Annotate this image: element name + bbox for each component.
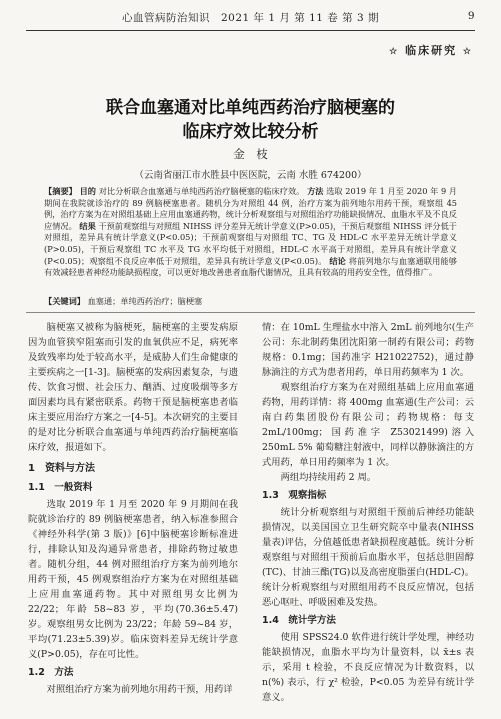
body-paragraph: 对照组治疗方案为前列地尔用药干预，用药详 xyxy=(46,684,233,695)
section-tag-label: 临床研究 xyxy=(405,44,458,57)
title-line-2: 临床疗效比较分析 xyxy=(182,122,319,142)
author: 金 枝 xyxy=(233,147,268,161)
body-paragraph: 使用 SPSS24.0 软件进行统计学处理，神经功能缺损情况，血脂水平均为计量资料，以 x̄±s 表示，采用 t 检验，不良反应情况为计数资料，以 n(%) 表示，行 χ² 检验，P<0.05 为差异有统计学意义。 xyxy=(262,632,474,703)
subsection-heading: 1.4 统计学方法 xyxy=(262,615,336,626)
journal-line: 心血管病防治知识 2021 年 1 月 第 11 卷 第 3 期 xyxy=(122,12,379,24)
results-label: 结果 xyxy=(79,220,96,231)
subsection-heading: 1.2 方法 xyxy=(28,667,74,678)
conclusion-label: 结论 xyxy=(329,255,346,266)
keywords xyxy=(44,296,457,307)
running-header xyxy=(26,10,475,28)
body-paragraph: 两组均持续用药 2 周。 xyxy=(280,472,377,483)
section-tag xyxy=(389,42,473,58)
keywords-text: 血塞通；单纯西药治疗；脑梗塞 xyxy=(87,296,203,306)
results-text: 干预前观察组与对照组 NIHSS 评分差异无统计学意义(P>0.05)，干预后观察组 NIHSS 评分低于对照组，差异具有统计学意义(P<0.05)；干预前观察组与对照组 TC、TG 及 HDL-C 水平差异无统计学意义(P>0.05)，干预后观察组 TC 水平及 TG 水平均低于对照组，HDL-C 水平高于对照组，差异具有统计学意义(P<0.05)；观察组不良反应率低于对照组，差异具有统计学意义(P<0.05)。 xyxy=(44,220,457,266)
intro-paragraph: 脑梗塞又被称为脑梗死，脑梗塞的主要发病原因为血管狭窄阻塞而引发的血氧供应不足，病死率及致残率均处于较高水平，是威胁人们生命健康的主要疾病之一[1-3]。脑梗塞的发病因素复杂，与遗传、饮食习惯、社会压力、酗酒、过度吸烟等多方面因素均具有紧密联系。药物干预是脑梗塞患者临床主要应用治疗方案之一[4-5]。本次研究的主要目的是对比分析联合血塞通与单纯西药治疗脑梗塞临床疗效，报道如下。 xyxy=(28,322,238,453)
article-title xyxy=(0,96,501,144)
star-icon: ☆ xyxy=(462,47,473,57)
body-paragraph: 观察组治疗方案为在对照组基础上应用血塞通药物，用药详情：将 400mg 血塞通(生产公司：云南白药集团股份有限公司；药物规格：每支 2mL/100mg；国药准字 Z53021499)溶入 250mL 5% 葡萄糖注射液中，同样以静脉滴注的方式用药，单日用药频率为 1 次。 xyxy=(262,382,474,468)
objective-label: 目的 xyxy=(79,186,97,196)
body-paragraph: 选取 2019 年 1 月至 2020 年 9 月期间在我院就诊治疗的 89 例脑梗塞患者，纳入标准参照合《神经外科学(第 3 版)》[6]中脑梗塞诊断标准进行，排除认知及沟通异常患者，排除药物过敏患者。随机分组，44 例对照组治疗方案为前列地尔用药干预，45 例观察组治疗方案为在对照组基础上应用血塞通药物。其中对照组男女比例为 22/22；年龄 58~83 岁，平均(70.36±5.47)岁。观察组男女比例为 23/22；年龄 59~84 岁，平均(71.23±5.39)岁。临床资料差异无统计学意义(P>0.05)，存在可比性。 xyxy=(28,499,238,660)
section-heading: 1 资料与方法 xyxy=(28,463,95,474)
objective-text: 对比分析联合血塞通与单纯西药治疗脑梗塞的临床疗效。 xyxy=(98,186,305,196)
abstract-divider xyxy=(26,312,475,313)
abstract-label: 【摘要】 xyxy=(44,186,77,196)
left-column xyxy=(28,320,238,697)
abstract xyxy=(44,186,457,279)
keywords-label: 【关键词】 xyxy=(44,296,85,306)
star-icon: ☆ xyxy=(389,47,400,57)
body-paragraph: 情：在 10mL 生理盐水中溶入 2mL 前列地尔(生产公司：东北制药集团沈阳第一制药有限公司；药物规格：0.1mg；国药准字 H21022752)，通过静脉滴注的方式为患者用药，单日用药频率为 1 次。 xyxy=(262,322,474,378)
page-number: 9 xyxy=(467,10,475,22)
affiliation: （云南省丽江市水胜县中医医院，云南 水胜 674200） xyxy=(134,170,367,181)
methods-text: 选取 2019 年 1 月至 2020 年 9 月期间在我院就诊治疗的 89 例脑梗塞患者。随机分为对照组 44 例，治疗方案为前列地尔用药干预，观察组 45 例，治疗方案为在对照组基础上应用血塞通药物，统计分析观察组与对照组治疗功能缺损情况、血脂水平及不良反应情况。 xyxy=(44,186,457,231)
subsection-heading: 1.1 一般资料 xyxy=(28,482,93,493)
methods-label: 方法 xyxy=(307,186,324,196)
right-column xyxy=(262,320,474,705)
title-line-1: 联合血塞通对比单纯西药治疗脑梗塞的 xyxy=(106,98,395,118)
conclusion-text: 将前列地尔与血塞通联用能够有效减轻患者神经功能缺损程度，可以更好地改善患者血脂代谢情况，且具有较高的用药安全性，值得推广。 xyxy=(44,255,457,278)
body-paragraph: 统计分析观察组与对照组干预前后神经功能缺损情况，以美国国立卫生研究院卒中量表(NIHSS 量表)评估，分值越低患者缺损程度越低。统计分析观察组与对照组干预前后血脂水平，包括总胆固醇(TC)、甘油三酯(TG)以及高密度脂蛋白(HDL-C)。统计分析观察组与对照组用药不良反应情况，包括恶心呕吐、呼吸困难及发热。 xyxy=(262,507,474,608)
subsection-heading: 1.3 观察指标 xyxy=(262,490,327,501)
header-rule xyxy=(26,30,475,31)
